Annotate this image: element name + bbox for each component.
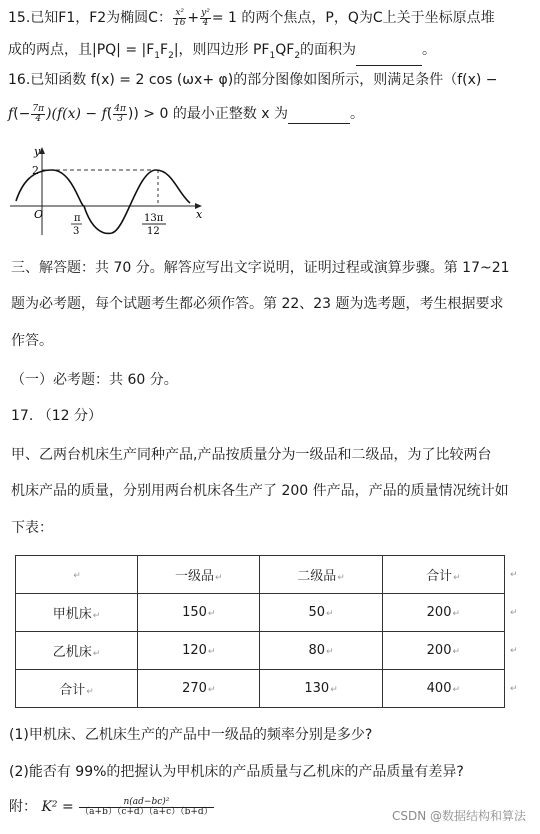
row-end-mark: ↵ [510, 608, 518, 618]
table-cell: 50↵ [260, 594, 382, 632]
table-header-cell: 合计↵ [382, 556, 504, 594]
x-label: x [196, 208, 203, 221]
q15-frac1-den: 16 [173, 17, 186, 28]
table-cell: 80↵ [260, 632, 382, 670]
table-cell: 合计↵ [16, 670, 138, 708]
q16-answer-blank [288, 109, 350, 124]
q16-line2 [8, 104, 364, 124]
q15-l2e: 的面积为 [300, 42, 357, 58]
q15-frac2 [200, 9, 211, 28]
q16-close: )) [127, 106, 139, 122]
tick2-den: 12 [147, 226, 160, 237]
y-tick-2: 2 [32, 164, 39, 177]
q15-prefix: 15.已知F1，F2为椭圆C： [8, 10, 172, 26]
q15-end: 。 [422, 42, 437, 58]
q15-l2b: F [160, 42, 169, 58]
section3-line3: 作答。 [11, 333, 53, 349]
q15-l2d: QF [275, 42, 295, 58]
section3-subtitle: （一）必考题：共 60 分。 [11, 372, 178, 388]
q16-frac2-num: 4π [114, 103, 126, 114]
q15-l2c: |，则四边形 PF [173, 42, 270, 58]
q15-frac2-num: y² [201, 7, 210, 18]
y-label: y [34, 145, 41, 158]
q16-mid: )(f(x) − f [46, 106, 107, 122]
q15-sub4: 2 [294, 50, 301, 61]
table-header-cell: 二级品↵ [260, 556, 382, 594]
q15-answer-blank [356, 51, 422, 66]
appendix-formula [9, 797, 215, 817]
row-end-mark: ↵ [510, 646, 518, 656]
q15-sub3: 1 [269, 50, 276, 61]
q16-open: (− [13, 106, 31, 122]
q15-sub2: 2 [168, 50, 174, 61]
table-cell: 130↵ [260, 670, 382, 708]
watermark-footer: CSDN @数据结构和算法 [391, 809, 526, 823]
table-header-cell: ↵ [16, 556, 138, 594]
q16-frac1-den: 4 [35, 113, 42, 124]
q17-para-line3: 下表： [11, 520, 53, 536]
quality-table [15, 555, 505, 708]
subquestion-2: (2)能否有 99%的把握认为甲机床的产品质量与乙机床的产品质量有差异? [9, 764, 464, 780]
row-end-mark: ↵ [510, 684, 518, 694]
table-cell: 150↵ [138, 594, 260, 632]
q17-para-line1: 甲、乙两台机床生产同种产品,产品按质量分为一级品和二级品，为了比较两台 [11, 447, 492, 463]
table-row [16, 670, 505, 708]
q15-frac2-den: 4 [202, 17, 209, 28]
table-cell: 200↵ [382, 594, 504, 632]
q16-line1: 16.已知函数 f(x) = 2 cos (ωx+ φ)的部分图像如图所示，则满足条件（f(x) − [8, 72, 498, 88]
q16-rest: > 0 的最小正整数 x 为 [138, 106, 289, 122]
subquestion-1: (1)甲机床、乙机床生产的产品中一级品的频率分别是多少? [9, 727, 373, 743]
row-end-mark: ↵ [510, 570, 518, 580]
q17-heading: 17. （12 分） [11, 408, 102, 424]
table-cell: 400↵ [382, 670, 504, 708]
q15-plus: + [187, 10, 200, 26]
table-cell: 270↵ [138, 670, 260, 708]
q16-end: 。 [350, 106, 365, 122]
appendix-label: 附： [9, 799, 37, 815]
appendix-frac [79, 798, 214, 817]
section3-line2: 题为必考题，每个试题考生都必须作答。第 22、23 题为选考题，考生根据要求 [11, 296, 504, 312]
tick2-num: 13π [144, 213, 164, 224]
q15-frac1 [173, 9, 186, 28]
q16-frac1-num: 7π [32, 103, 45, 114]
table-row [16, 632, 505, 670]
table-cell: 甲机床↵ [16, 594, 138, 632]
q16-open2: ( [106, 106, 113, 122]
appendix-k: K² = [41, 799, 74, 815]
q16-frac2-den: 3 [117, 113, 123, 124]
q16-f: f [8, 106, 14, 122]
cosine-graph [8, 143, 208, 238]
q15-sub1: 1 [154, 50, 161, 61]
appendix-num: n(ad−bc)² [79, 798, 214, 808]
table-cell: 120↵ [138, 632, 260, 670]
section3-line1: 三、解答题：共 70 分。解答应写出文字说明，证明过程或演算步骤。第 17~21 [11, 260, 510, 276]
q17-para-line2: 机床产品的质量，分别用两台机床各生产了 200 件产品，产品的质量情况统计如 [11, 483, 509, 499]
q15-line1 [8, 8, 495, 28]
origin-label: O [34, 208, 44, 221]
q16-frac2 [113, 105, 127, 124]
tick1-num: π [74, 213, 81, 224]
table-row [16, 594, 505, 632]
table-cell: 乙机床↵ [16, 632, 138, 670]
q15-l2a: 成的两点，且|PQ| = |F [8, 42, 155, 58]
table-cell: 200↵ [382, 632, 504, 670]
q15-eq: = 1 的两个焦点，P，Q为C上关于坐标原点堆 [211, 10, 495, 26]
table-header-row [16, 556, 505, 594]
q15-line2 [8, 40, 436, 66]
appendix-den: （a+b）（c+d）（a+c）（b+d） [80, 806, 213, 817]
table-header-cell: 一级品↵ [138, 556, 260, 594]
tick1-den: 3 [73, 226, 80, 237]
q16-frac1 [31, 105, 45, 124]
q15-frac1-num: x² [173, 9, 186, 19]
